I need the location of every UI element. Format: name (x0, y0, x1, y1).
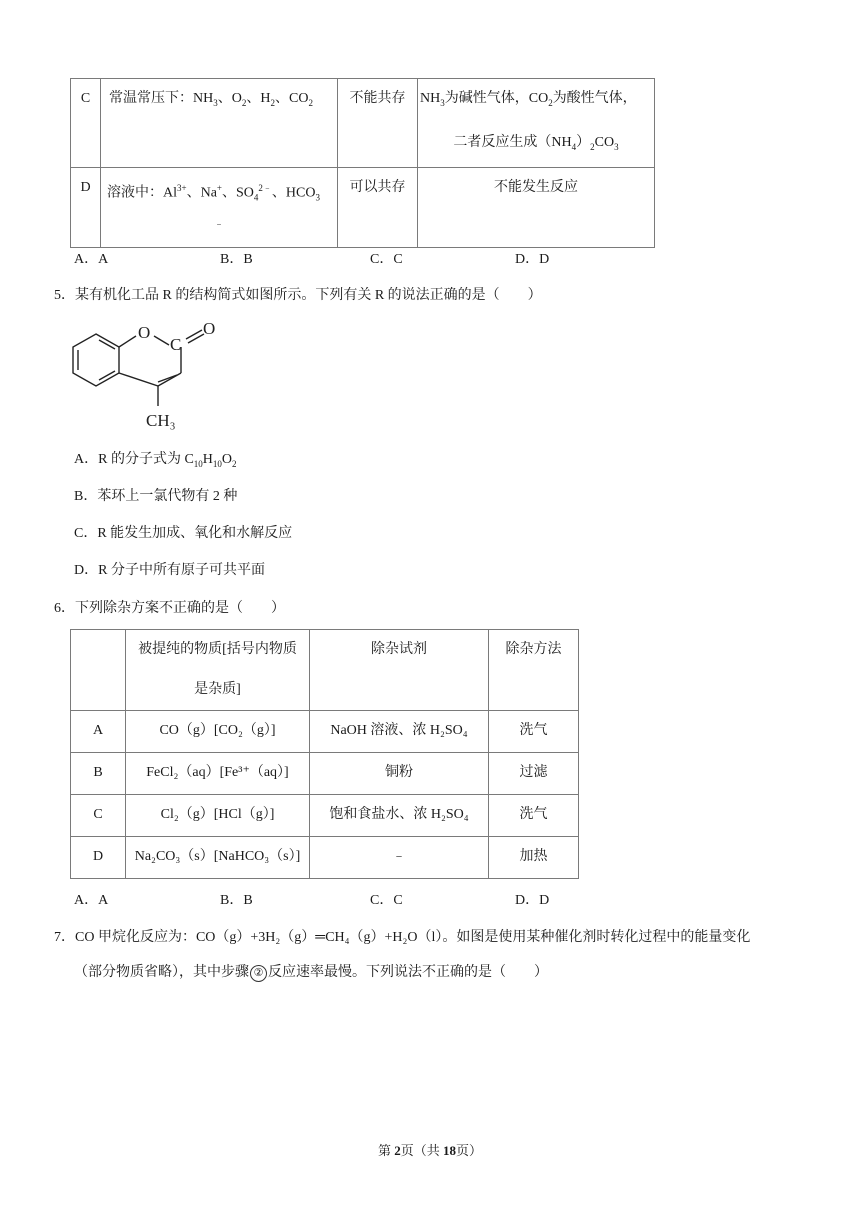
table-row (71, 837, 579, 879)
condition-cell: 溶液中：$Al^{3+}$、Na+、$SO_4^{2﹣}$、$HCO_3$ ﹣ (101, 167, 338, 247)
q6-stem: 6．下列除杂方案不正确的是（ ） (54, 601, 285, 616)
method-cell: 洗气 (519, 723, 548, 738)
row-label: A (92, 723, 104, 738)
page-number: 2 (394, 1143, 401, 1158)
table-header-row (71, 630, 579, 711)
row-label: C (71, 79, 101, 168)
ring-oxygen-label: O (138, 323, 151, 342)
reagent-cell: NaOH 溶液、浓 H₂SO₄ (330, 723, 468, 738)
header-substance-cont: 是杂质] (194, 682, 241, 697)
option-c[interactable]: C．C (370, 893, 403, 908)
q4-options (74, 248, 634, 268)
option-d[interactable]: D．D (515, 252, 550, 267)
option-a[interactable]: A．A (74, 252, 109, 267)
q5-option-a[interactable]: A．R 的分子式为 $C_{10}H_{10}O_2$ (74, 452, 237, 469)
header-reagent: 除杂试剂 (371, 642, 427, 657)
q7-stem-line2: （部分物质省略），其中步骤 ② 反应速率最慢。下列说法不正确的是（ ） (74, 965, 548, 980)
table-row (71, 795, 579, 837)
reason-cell: 不能发生反应 (418, 167, 655, 247)
header-method: 除杂方法 (505, 642, 562, 657)
header-substance: 被提纯的物质[括号内物质 (138, 642, 297, 657)
method-cell: 加热 (519, 849, 548, 864)
q5-option-b[interactable]: B．苯环上一氯代物有 2 种 (74, 489, 238, 504)
q5-option-d[interactable]: D．R 分子中所有原子可共平面 (74, 563, 265, 578)
page-total: 18 (443, 1143, 456, 1158)
option-b[interactable]: B．B (220, 893, 253, 908)
substance-cell: CO（g）[CO₂（g）] (159, 723, 276, 738)
carbonyl-oxygen-label: O (203, 319, 216, 338)
substance-cell: FeCl₂（aq）[Fe³⁺（aq）] (146, 765, 289, 780)
step-number-badge: ② (250, 965, 267, 982)
table-row (71, 167, 655, 247)
option-d[interactable]: D．D (515, 893, 550, 908)
method-cell: 过滤 (519, 765, 548, 780)
q5-stem: 5．某有机化工品 R 的结构简式如图所示。下列有关 R 的说法正确的是（ ） (54, 288, 542, 303)
option-c[interactable]: C．C (370, 252, 403, 267)
carbonyl-carbon-label: C (170, 335, 182, 354)
option-b[interactable]: B．B (220, 252, 253, 267)
q6-options (74, 889, 634, 909)
table-row (71, 753, 579, 795)
judgement-cell: 可以共存 (338, 167, 418, 247)
page-footer: 第 2页（共 18页） (377, 1143, 483, 1158)
table-row (71, 711, 579, 753)
q6-table (70, 629, 579, 879)
option-a[interactable]: A．A (74, 893, 109, 908)
reagent-cell: 饱和食盐水、浓 H₂SO₄ (329, 807, 469, 822)
method-cell: 洗气 (519, 807, 548, 822)
q5-option-c[interactable]: C．R 能发生加成、氧化和水解反应 (74, 526, 293, 541)
substance-cell: Na₂CO₃（s）[NaHCO₃（s）] (134, 849, 301, 864)
table-row (71, 79, 655, 168)
row-label: D (92, 849, 104, 864)
substance-cell: Cl₂（g）[HCl（g）] (160, 807, 275, 822)
judgement-cell: 不能共存 (338, 79, 418, 168)
structure-formula (66, 312, 236, 436)
condition-cell: 常温常压下：$NH_3$、$O_2$、$H_2$、$CO_2$ (101, 79, 338, 168)
reagent-cell: 铜粉 (385, 765, 413, 780)
row-label: B (93, 765, 103, 780)
methyl-label: CH₃ (146, 411, 176, 430)
q7-stem-line1: 7．CO 甲烷化反应为：CO（g）+3H₂（g）═CH₄（g）+H₂O（l）。如图是使用某种催化剂时转化过程中的能量变化 (54, 930, 751, 945)
row-label: C (93, 807, 103, 822)
reason-cell: $NH_3$为碱性气体，$CO_2$为酸性气体， 二者反应生成$(NH_4)_2CO_3$ (418, 79, 655, 168)
q4-table (70, 78, 655, 248)
row-label: D (71, 167, 101, 247)
reagent-cell: ﹣ (392, 849, 406, 864)
